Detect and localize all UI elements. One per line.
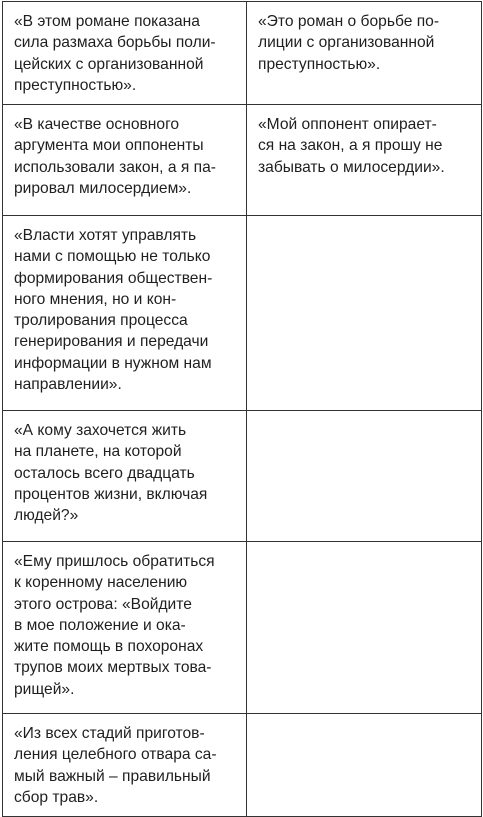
table-row [3,2,482,105]
table-row [3,105,482,216]
original-sentence-cell [3,2,247,105]
edited-sentence-cell [247,105,482,216]
edited-sentence-cell [247,216,482,411]
original-sentence: «Власти хотят управлять нами с помощью не только формирования обществен- ного мнения, но и кон- тролирования процесса генерирования и передачи информации в нужном нам направлении». [14,227,213,394]
table-row [3,714,482,817]
original-sentence-cell [3,216,247,411]
table-row [3,411,482,542]
original-sentence-cell [3,105,247,216]
original-sentence: «В этом романе показана сила размаха борьбы поли- цейских с организованной преступностью». [14,13,216,94]
original-sentence: «Ему пришлось обратиться к коренному населению этого острова: «Войдите в мое положение и ока- жите помощь в похоронах трупов моих мертвых това- рищей». [14,553,215,698]
table-row [3,216,482,411]
edited-sentence: «Мой оппонент опирает- ся на закон, а я прошу не забывать о милосердии». [258,116,445,176]
original-sentence-cell [3,714,247,817]
table-row [3,542,482,714]
original-sentence-cell [3,411,247,542]
original-sentence-cell [3,542,247,714]
original-sentence: «В качестве основного аргумента мои оппоненты использовали закон, а я па- рировал милосердием». [14,116,216,197]
sentence-comparison-table [2,1,482,817]
original-sentence: «А кому захочется жить на планете, на которой осталось всего двадцать процентов жизни, включая людей?» [14,422,208,525]
original-sentence: «Из всех стадий приготов- ления целебного отвара са- мый важный – правильный сбор трав». [14,725,217,806]
edited-sentence: «Это роман о борьбе по- лиции с организованной преступностью». [258,13,440,73]
edited-sentence-cell [247,714,482,817]
edited-sentence-cell [247,542,482,714]
edited-sentence-cell [247,411,482,542]
edited-sentence-cell [247,2,482,105]
